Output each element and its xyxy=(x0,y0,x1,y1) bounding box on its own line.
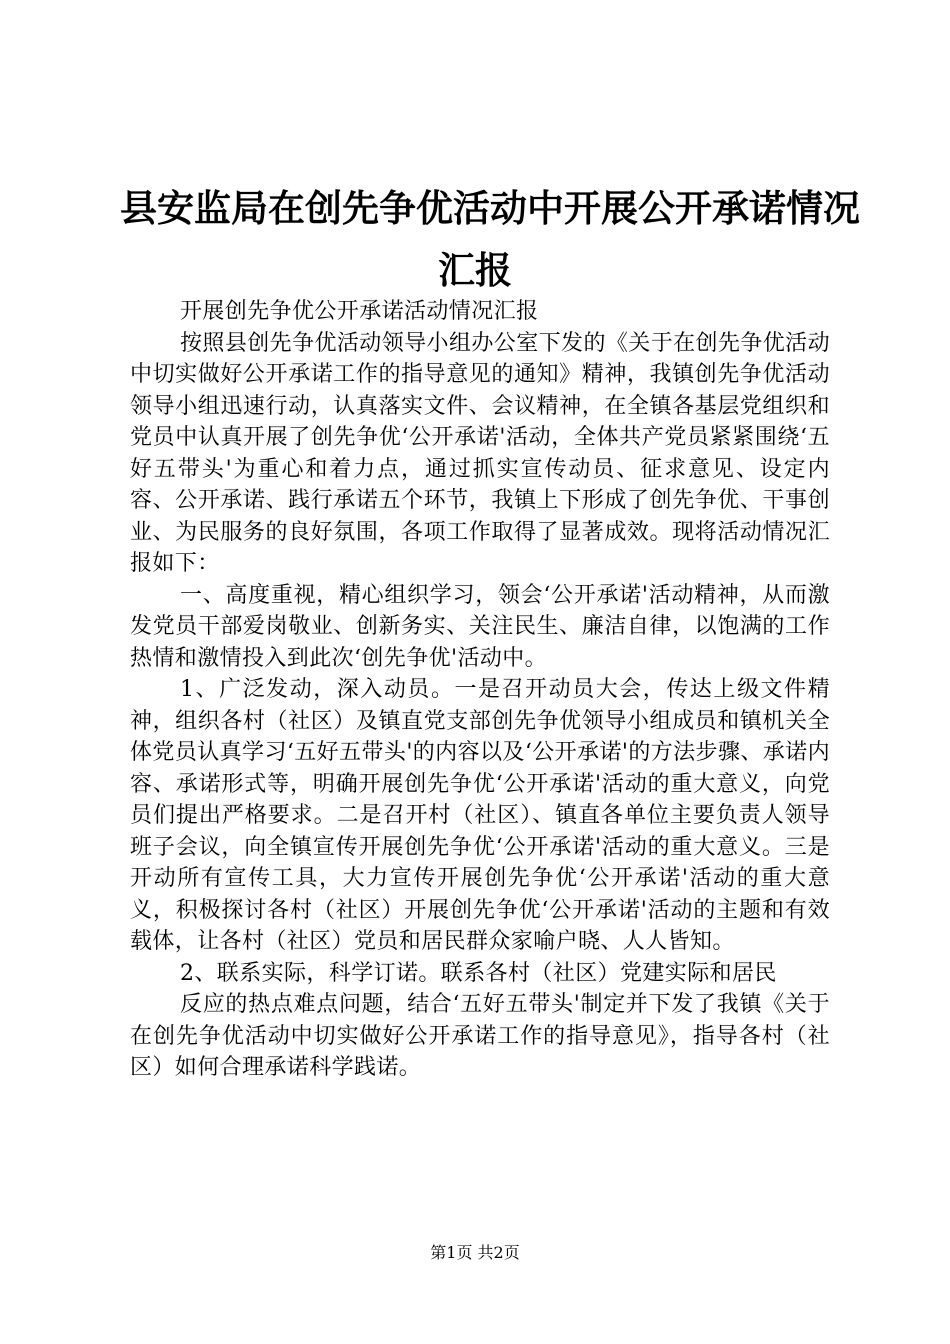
document-title-line2: 汇报 xyxy=(438,248,512,292)
document-body xyxy=(130,296,830,1084)
page-footer: 第1页 共2页 xyxy=(430,1243,520,1262)
document-title-line1: 县安监局在创先争优活动中开展公开承诺情况 xyxy=(120,186,860,230)
paragraph-intro: 按照县创先争优活动领导小组办公室下发的《关于在创先争优活动中切实做好公开承诺工作的指导意见的通知》精神，我镇创先争优活动领导小组迅速行动，认真落实文件、会议精神，在全镇各基层党组织和党员中认真开展了创先争优‘公开承诺'活动，全体共产党员紧紧围绕‘五好五带头'为重心和着力点，通过抓实宣传动员、征求意见、设定内容、公开承诺、践行承诺五个环节，我镇上下形成了创先争优、干事创业、为民服务的良好氛围，各项工作取得了显著成效。现将活动情况汇报如下： xyxy=(130,330,830,576)
paragraph-item-two-continued: 反应的热点难点问题，结合‘五好五带头'制定并下发了我镇《关于在创先争优活动中切实做好公开承诺工作的指导意见》，指导各村（社区）如何合理承诺科学践诺。 xyxy=(130,992,830,1080)
paragraph-item-two: 2、联系实际，科学订诺。联系各村（社区）党建实际和居民 xyxy=(180,960,777,986)
paragraph-item-one: 1、广泛发动，深入动员。一是召开动员大会，传达上级文件精神，组织各村（社区）及镇直党支部创先争优领导小组成员和镇机关全体党员认真学习‘五好五带头'的内容以及‘公开承诺'的方法步骤、承诺内容、承诺形式等，明确开展创先争优‘公开承诺'活动的重大意义，向党员们提出严格要求。二是召开村（社区）、镇直各单位主要负责人领导班子会议，向全镇宣传开展创先争优‘公开承诺'活动的重大意义。三是开动所有宣传工具，大力宣传开展创先争优‘公开承诺'活动的重大意义，积极探讨各村（社区）开展创先争优‘公开承诺'活动的主题和有效载体，让各村（社区）党员和居民群众家喻户晓、人人皆知。 xyxy=(130,677,830,954)
paragraph-subtitle: 开展创先争优公开承诺活动情况汇报 xyxy=(180,299,539,324)
paragraph-section-one: 一、高度重视，精心组织学习，领会‘公开承诺'活动精神，从而激发党员干部爱岗敬业、创新务实、关注民生、廉洁自律，以饱满的工作热情和激情投入到此次‘创先争优'活动中。 xyxy=(130,582,830,671)
